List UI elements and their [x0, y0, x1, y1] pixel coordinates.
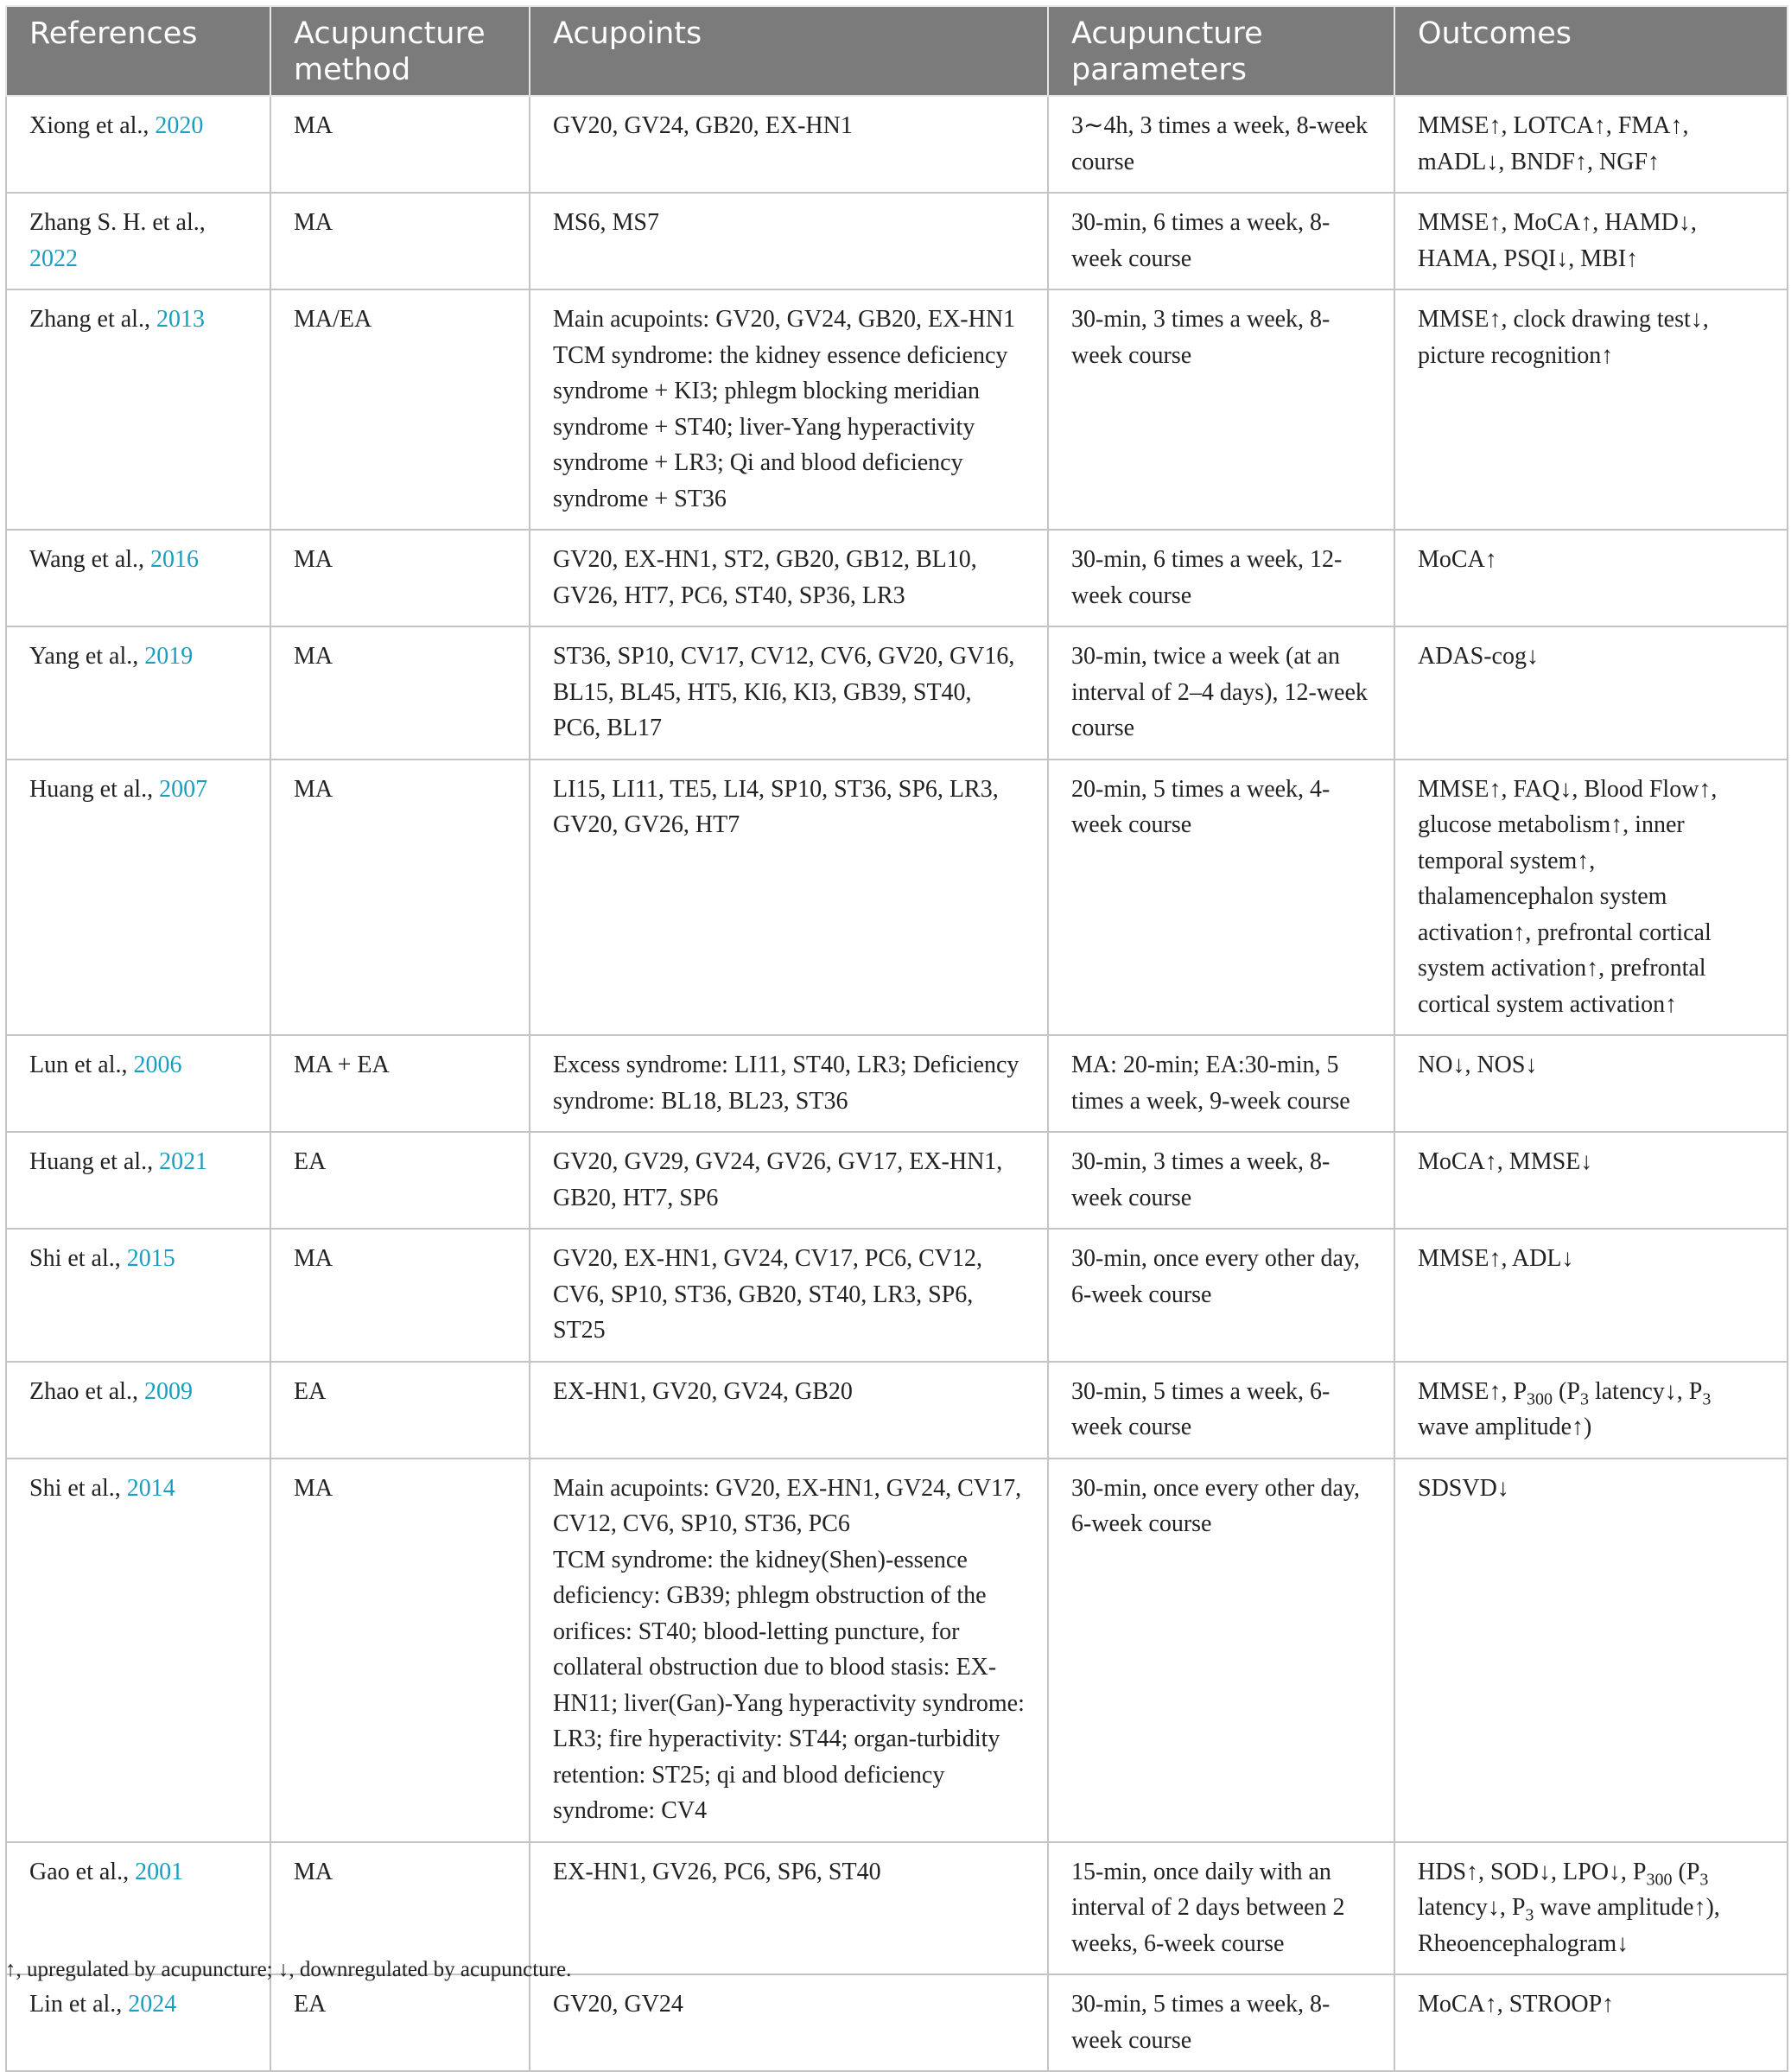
reference-year-link[interactable]: 2022 [29, 245, 78, 272]
outcome-text: wave amplitude↑) [1418, 1414, 1592, 1440]
cell-outcomes: NO↓, NOS↓ [1394, 1035, 1788, 1132]
outcome-text: latency↓, P [1418, 1894, 1526, 1921]
reference-author[interactable]: Shi et al., [29, 1245, 127, 1272]
cell-acupoints: GV20, EX-HN1, GV24, CV17, PC6, CV12, CV6, SP10, ST36, GB20, ST40, LR3, SP6, ST25 [530, 1229, 1048, 1362]
reference-author[interactable]: Gao et al., [29, 1858, 136, 1885]
cell-reference[interactable] [6, 1842, 270, 1975]
reference-author[interactable]: Yang et al., [29, 643, 145, 670]
cell-acupoints: GV20, GV24, GB20, EX-HN1 [530, 96, 1048, 193]
cell-parameters: 30-min, 6 times a week, 12-week course [1048, 530, 1394, 626]
cell-acupoints: Main acupoints: GV20, GV24, GB20, EX-HN1 TCM syndrome: the kidney essence deficiency syndrome + KI3; phlegm blocking meridian syndrome + ST40; liver-Yang hyperactivity syndrome + LR3; Qi and blood deficiency syndrome + ST36 [530, 289, 1048, 530]
outcome-text: HDS↑, SOD↓, LPO↓, P [1418, 1858, 1647, 1885]
reference-year-link[interactable]: 2006 [133, 1052, 182, 1078]
cell-parameters: 3∼4h, 3 times a week, 8-week course [1048, 96, 1394, 193]
cell-parameters: 20-min, 5 times a week, 4-week course [1048, 760, 1394, 1036]
table-row [6, 1974, 1788, 2071]
cell-parameters: 30-min, 5 times a week, 8-week course [1048, 1974, 1394, 2071]
table-body [6, 96, 1788, 2071]
table-row [6, 96, 1788, 193]
reference-year-link[interactable]: 2009 [143, 1377, 193, 1405]
cell-parameters: 30-min, once every other day, 6-week course [1048, 1459, 1394, 1842]
table-row [6, 1459, 1788, 1842]
cell-reference[interactable] [6, 1132, 270, 1229]
table-row [6, 626, 1788, 760]
header-acupuncture-method: Acupuncture method [270, 6, 530, 96]
cell-parameters: 15-min, once daily with an interval of 2 days between 2 weeks, 6-week course [1048, 1842, 1394, 1975]
cell-outcomes: ADAS-cog↓ [1394, 626, 1788, 760]
cell-outcomes: MMSE↑, FAQ↓, Blood Flow↑, glucose metabolism↑, inner temporal system↑, thalamencephalon system activation↑, prefrontal cortical system activation↑, prefrontal cortical system activation↑ [1394, 760, 1788, 1036]
cell-reference[interactable] [6, 626, 270, 760]
cell-method: MA [270, 1842, 530, 1975]
cell-method: EA [270, 1132, 530, 1229]
cell-acupoints: GV20, EX-HN1, ST2, GB20, GB12, BL10, GV26, HT7, PC6, ST40, SP36, LR3 [530, 530, 1048, 626]
subscript: 3 [1579, 1389, 1589, 1409]
reference-year-link[interactable]: 2014 [126, 1474, 175, 1502]
reference-author[interactable]: Wang et al., [29, 546, 151, 573]
table-row [6, 1362, 1788, 1459]
cell-method: MA/EA [270, 289, 530, 530]
cell-outcomes: MMSE↑, clock drawing test↓, picture recognition↑ [1394, 289, 1788, 530]
cell-method: EA [270, 1974, 530, 2071]
outcome-text: wave amplitude↑), Rheoencephalogram↓ [1418, 1894, 1720, 1957]
cell-acupoints: GV20, GV29, GV24, GV26, GV17, EX-HN1, GB20, HT7, SP6 [530, 1132, 1048, 1229]
cell-outcomes: MMSE↑, LOTCA↑, FMA↑, mADL↓, BNDF↑, NGF↑ [1394, 96, 1788, 193]
cell-outcomes: MoCA↑, STROOP↑ [1394, 1974, 1788, 2071]
reference-author[interactable]: Lin et al., [29, 1991, 129, 2018]
cell-outcomes: MMSE↑, ADL↓ [1394, 1229, 1788, 1362]
reference-year-link[interactable]: 2024 [128, 1991, 177, 2018]
cell-reference[interactable] [6, 1035, 270, 1132]
cell-acupoints: Excess syndrome: LI11, ST40, LR3; Deficiency syndrome: BL18, BL23, ST36 [530, 1035, 1048, 1132]
cell-method: MA [270, 193, 530, 289]
table-row [6, 1229, 1788, 1362]
cell-acupoints: Main acupoints: GV20, EX-HN1, GV24, CV17, CV12, CV6, SP10, ST36, PC6 TCM syndrome: the kidney(Shen)-essence deficiency: GB39; phlegm obstruction of the orifices: ST40; blood-letting puncture, for collateral obstruction due to blood stasis: EX-HN11; liver(Gan)-Yang hyperactivity syndrome: LR3; fire hyperactivity: ST44; organ-turbidity retention: ST25; qi and blood deficiency syndrome: CV4 [530, 1459, 1048, 1842]
cell-acupoints: GV20, GV24 [530, 1974, 1048, 2071]
outcome-text: latency↓, P [1588, 1377, 1703, 1405]
reference-author[interactable]: Xiong et al., [29, 112, 156, 139]
table-header-row [6, 6, 1788, 96]
cell-acupoints: LI15, LI11, TE5, LI4, SP10, ST36, SP6, LR3, GV20, GV26, HT7 [530, 760, 1048, 1036]
reference-year-link[interactable]: 2016 [150, 546, 200, 573]
subscript: 3 [1525, 1905, 1534, 1925]
cell-parameters: 30-min, 5 times a week, 6-week course [1048, 1362, 1394, 1459]
cell-outcomes: MoCA↑, MMSE↓ [1394, 1132, 1788, 1229]
acupuncture-studies-table [5, 5, 1788, 2072]
header-acupoints: Acupoints [530, 6, 1048, 96]
reference-author[interactable]: Zhao et al., [29, 1377, 144, 1405]
cell-acupoints: EX-HN1, GV20, GV24, GB20 [530, 1362, 1048, 1459]
cell-reference[interactable] [6, 1362, 270, 1459]
reference-author[interactable]: Shi et al., [29, 1474, 127, 1502]
cell-outcomes: MMSE↑, MoCA↑, HAMD↓, HAMA, PSQI↓, MBI↑ [1394, 193, 1788, 289]
cell-parameters: 30-min, 3 times a week, 8-week course [1048, 289, 1394, 530]
subscript: 300 [1527, 1389, 1553, 1409]
cell-method: MA [270, 626, 530, 760]
reference-year-link[interactable]: 2015 [126, 1245, 175, 1272]
reference-year-link[interactable]: 2007 [159, 775, 208, 803]
reference-author[interactable]: Zhang et al., [29, 306, 156, 333]
cell-parameters: 30-min, 6 times a week, 8-week course [1048, 193, 1394, 289]
table-row [6, 1035, 1788, 1132]
cell-outcomes: MoCA↑ [1394, 530, 1788, 626]
subscript: 3 [1702, 1389, 1712, 1409]
cell-reference[interactable] [6, 193, 270, 289]
cell-method: MA [270, 96, 530, 193]
cell-method: MA + EA [270, 1035, 530, 1132]
reference-year-link[interactable]: 2019 [144, 643, 194, 670]
cell-parameters: 30-min, twice a week (at an interval of 2–4 days), 12-week course [1048, 626, 1394, 760]
cell-acupoints: MS6, MS7 [530, 193, 1048, 289]
table-row [6, 289, 1788, 530]
header-references: References [6, 6, 270, 96]
cell-reference[interactable] [6, 289, 270, 530]
cell-method: MA [270, 760, 530, 1036]
cell-acupoints: ST36, SP10, CV17, CV12, CV6, GV20, GV16, BL15, BL45, HT5, KI6, KI3, GB39, ST40, PC6, BL17 [530, 626, 1048, 760]
cell-method: EA [270, 1362, 530, 1459]
cell-method: MA [270, 1229, 530, 1362]
subscript: 300 [1646, 1870, 1673, 1890]
cell-reference[interactable] [6, 1974, 270, 2071]
header-acupuncture-parameters: Acupuncture parameters [1048, 6, 1394, 96]
cell-acupoints: EX-HN1, GV26, PC6, SP6, ST40 [530, 1842, 1048, 1975]
cell-method: MA [270, 530, 530, 626]
table-footnote: ↑, upregulated by acupuncture; ↓, downregulated by acupuncture. [5, 1958, 572, 1981]
table-row [6, 1842, 1788, 1975]
header-outcomes: Outcomes [1394, 6, 1788, 96]
table-row [6, 760, 1788, 1036]
reference-author[interactable]: Zhang S. H. et al., [29, 209, 206, 236]
cell-parameters: 30-min, 3 times a week, 8-week course [1048, 1132, 1394, 1229]
cell-method: MA [270, 1459, 530, 1842]
subscript: 3 [1699, 1870, 1709, 1890]
reference-author[interactable]: Lun et al., [29, 1052, 134, 1078]
reference-year-link[interactable]: 2001 [135, 1858, 184, 1885]
outcome-text: (P [1553, 1377, 1580, 1405]
reference-year-link[interactable]: 2013 [156, 306, 205, 333]
cell-parameters: MA: 20-min; EA:30-min, 5 times a week, 9-week course [1048, 1035, 1394, 1132]
reference-author[interactable]: Huang et al., [29, 775, 160, 803]
reference-year-link[interactable]: 2021 [159, 1148, 208, 1175]
outcome-text: MMSE↑, P [1418, 1377, 1527, 1405]
table-row [6, 193, 1788, 289]
cell-reference[interactable] [6, 1229, 270, 1362]
cell-outcomes [1394, 1362, 1788, 1459]
reference-year-link[interactable]: 2020 [155, 112, 204, 139]
cell-reference[interactable] [6, 1459, 270, 1842]
cell-outcomes [1394, 1842, 1788, 1975]
cell-reference[interactable] [6, 96, 270, 193]
cell-reference[interactable] [6, 760, 270, 1036]
reference-author[interactable]: Huang et al., [29, 1148, 160, 1175]
table-row [6, 530, 1788, 626]
table-row [6, 1132, 1788, 1229]
outcome-text: (P [1672, 1858, 1700, 1885]
cell-reference[interactable] [6, 530, 270, 626]
cell-parameters: 30-min, once every other day, 6-week course [1048, 1229, 1394, 1362]
cell-outcomes: SDSVD↓ [1394, 1459, 1788, 1842]
